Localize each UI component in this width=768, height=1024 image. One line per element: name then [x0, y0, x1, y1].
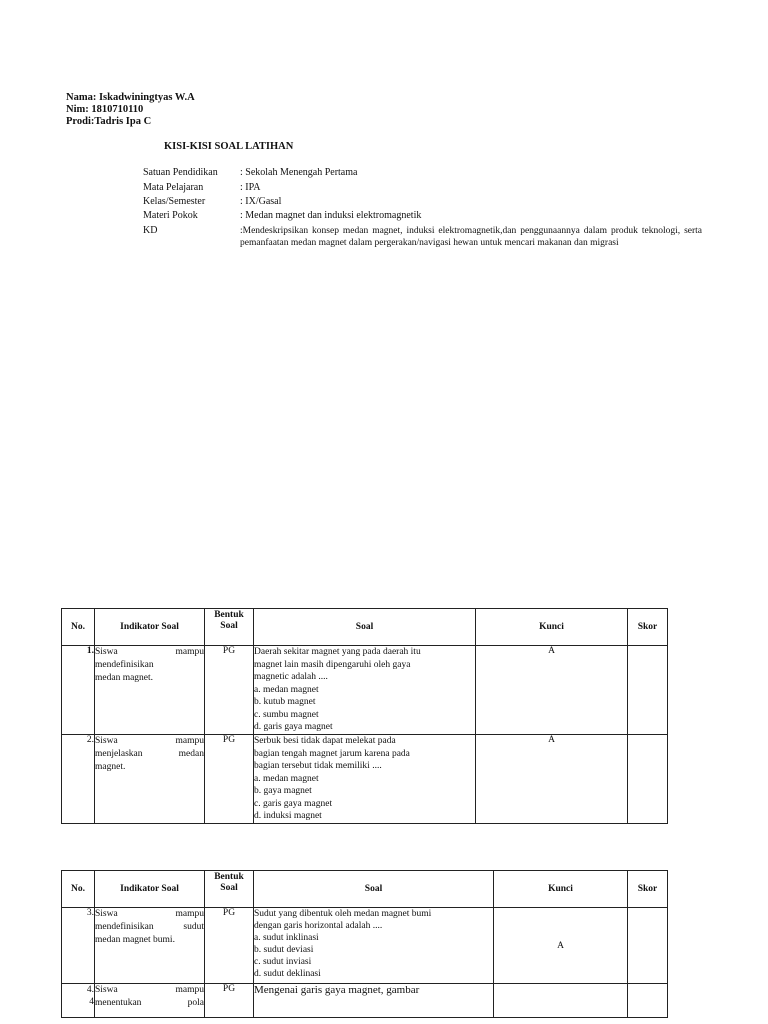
indikator-line: Siswa mampu: [95, 985, 204, 995]
row-indikator: [95, 646, 205, 735]
indikator-line: mendefinisikan: [95, 660, 154, 670]
table-row: [62, 735, 668, 824]
meta-label-kd: KD: [143, 225, 158, 236]
meta-label-kelas: Kelas/Semester: [143, 196, 206, 207]
soal-line: dengan garis horizontal adalah ....: [254, 921, 383, 931]
soal-line: magnetic adalah ....: [254, 672, 328, 682]
row-bentuk: PG: [205, 646, 254, 735]
question-table-1: [61, 608, 668, 824]
header-bentuk: [205, 871, 254, 908]
header-skor: Skor: [628, 609, 668, 646]
meta-value-materi: : Medan magnet dan induksi elektromagnetik: [240, 210, 422, 221]
meta-label-materi: Materi Pokok: [143, 210, 198, 221]
table-row: [62, 908, 668, 984]
table-header-row: [62, 871, 668, 908]
student-nim: Nim: 1810710110: [66, 104, 144, 115]
option-c: c. sumbu magnet: [254, 709, 319, 720]
document-title: KISI-KISI SOAL LATIHAN: [164, 141, 294, 152]
header-bentuk: [205, 609, 254, 646]
meta-label-mapel: Mata Pelajaran: [143, 182, 204, 193]
header-bentuk-line2: Soal: [220, 883, 238, 893]
row-kunci: [494, 984, 628, 1018]
indikator-line: medan magnet bumi.: [95, 935, 175, 945]
row-soal: [254, 908, 494, 984]
soal-line: Serbuk besi tidak dapat melekat pada: [254, 736, 396, 746]
header-indikator: Indikator Soal: [95, 609, 205, 646]
option-d: d. sudut deklinasi: [254, 969, 321, 979]
row-number: [62, 984, 95, 1018]
header-kunci: Kunci: [494, 871, 628, 908]
indikator-line: Siswa mampu: [95, 909, 204, 919]
row-indikator: [95, 984, 205, 1018]
row-kunci: A: [476, 735, 628, 824]
table-row: [62, 646, 668, 735]
indikator-line: mendefinisikan sudut: [95, 922, 204, 932]
table-row: [62, 984, 668, 1018]
option-d: d. garis gaya magnet: [254, 722, 333, 732]
row-kunci: A: [476, 646, 628, 735]
student-prodi: Prodi:Tadris Ipa C: [66, 116, 152, 127]
header-skor: Skor: [628, 871, 668, 908]
header-indikator: Indikator Soal: [95, 871, 205, 908]
student-name: Nama: Iskadwiningtyas W.A: [66, 92, 195, 103]
header-bentuk-line2: Soal: [220, 621, 238, 631]
option-c: c. garis gaya magnet: [254, 798, 333, 809]
indikator-line: menjelaskan medan: [95, 749, 204, 759]
meta-value-mapel: : IPA: [240, 182, 261, 193]
row-soal: [254, 984, 494, 1018]
header-no: No.: [62, 609, 95, 646]
header-soal: Soal: [254, 609, 476, 646]
soal-line: Daerah sekitar magnet yang pada daerah itu: [254, 647, 421, 657]
option-b: b. gaya magnet: [254, 786, 312, 796]
indikator-line: magnet.: [95, 762, 126, 772]
option-b: b. kutub magnet: [254, 697, 316, 707]
soal-line: magnet lain masih dipengaruhi oleh gaya: [254, 659, 411, 670]
indikator-line: Siswa mampu: [95, 736, 204, 746]
row-skor: [628, 646, 668, 735]
meta-label-satuan: Satuan Pendidikan: [143, 167, 218, 178]
question-table-2: [61, 870, 668, 1018]
row-bentuk: PG: [205, 984, 254, 1018]
indikator-line: Siswa mampu: [95, 647, 204, 657]
header-no: No.: [62, 871, 95, 908]
row-soal: [254, 735, 476, 824]
row-number: 2.: [62, 735, 95, 824]
indikator-line: medan magnet.: [95, 673, 154, 683]
option-c: c. sudut inviasi: [254, 957, 312, 967]
row-kunci: A: [494, 908, 628, 984]
row-indikator: [95, 735, 205, 824]
row-indikator: [95, 908, 205, 984]
meta-value-kd: :Mendeskripsikan konsep medan magnet, induksi elektromagnetik,dan penggunaannya dalam produk teknologi, serta pemanfaatan medan magnet dalam pergerakan/navigasi hewan untuk mencari makanan dan migrasi: [240, 226, 702, 248]
soal-line: Sudut yang dibentuk oleh medan magnet bumi: [254, 909, 432, 919]
row-skor: [628, 908, 668, 984]
soal-line: bagian tengah magnet jarum karena pada: [254, 748, 410, 759]
row-skor: [628, 735, 668, 824]
table-header-row: [62, 609, 668, 646]
option-a: a. sudut inklinasi: [254, 933, 319, 943]
header-bentuk-line1: Bentuk: [214, 610, 244, 620]
row-soal: [254, 646, 476, 735]
meta-value-satuan: : Sekolah Menengah Pertama: [240, 167, 358, 178]
meta-value-kelas: : IX/Gasal: [240, 196, 282, 207]
soal-line: bagian tersebut tidak memiliki ....: [254, 761, 382, 771]
row-skor: [628, 984, 668, 1018]
header-kunci: Kunci: [476, 609, 628, 646]
option-b: b. sudut deviasi: [254, 945, 314, 955]
row-number: 1.: [62, 646, 95, 735]
option-a: a. medan magnet: [254, 773, 319, 784]
row-number-line: 4.: [86, 985, 94, 995]
option-a: a. medan magnet: [254, 684, 319, 695]
row-bentuk: PG: [205, 735, 254, 824]
header-bentuk-line1: Bentuk: [214, 872, 244, 882]
row-number-line: 4: [89, 997, 94, 1007]
indikator-line: menentukan pola: [95, 998, 204, 1008]
option-d: d. induksi magnet: [254, 811, 322, 821]
row-bentuk: PG: [205, 908, 254, 984]
row-number: 3.: [62, 908, 95, 984]
header-soal: Soal: [254, 871, 494, 908]
soal-line: Mengenai garis gaya magnet, gambar: [254, 984, 420, 996]
